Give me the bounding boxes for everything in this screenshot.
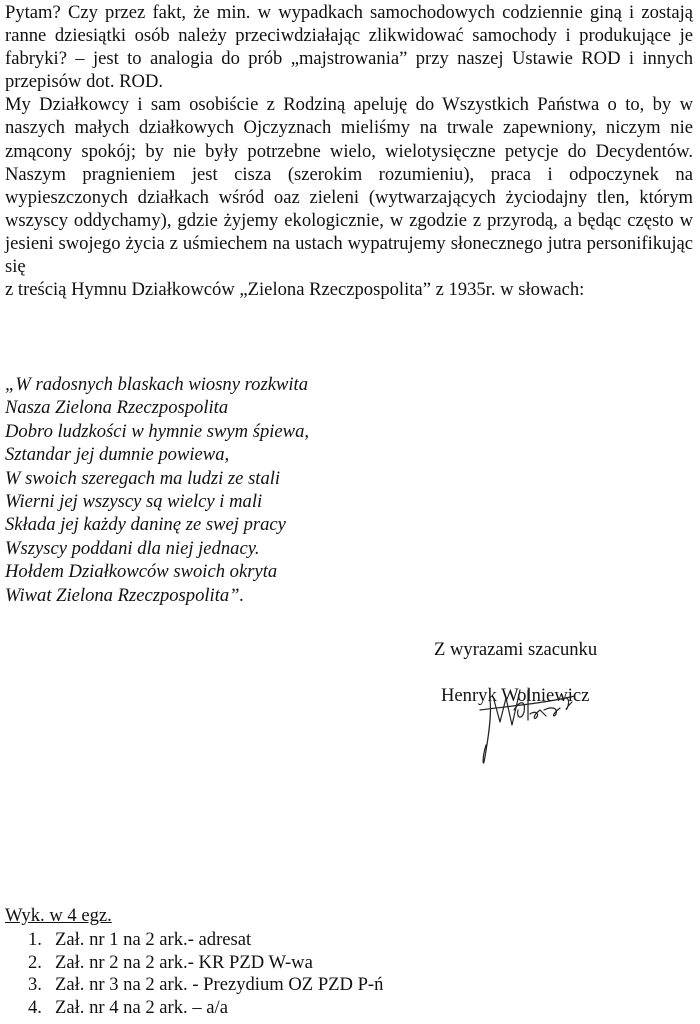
attachment-text: Zał. nr 2 na 2 ark.- KR PZD W-wa <box>55 951 313 973</box>
handwritten-signature <box>470 670 600 770</box>
attachments-list <box>28 929 383 1019</box>
attachment-text: Zał. nr 4 na 2 ark. – a/a <box>55 996 228 1018</box>
hymn-line: Sztandar jej dumnie powiewa, <box>5 444 230 466</box>
attachment-item <box>28 997 383 1020</box>
attachment-number: 2. <box>28 951 42 973</box>
hymn-line: Wierni jej wszyscy są wielcy i mali <box>5 491 263 513</box>
attachment-item <box>28 952 383 975</box>
attachment-number: 1. <box>28 929 42 950</box>
attachment-item <box>28 974 383 997</box>
paragraph-question: Pytam? Czy przez fakt, że min. w wypadkach samochodowych codziennie giną i zostają ranne dziesiątki osób należy przeciwdziałając zlikwidować samochody i produkujące je fabryki? – jest to analogia do prób „majstrowania” przy naszej Ustawie ROD i innych przepisów dot. ROD. <box>5 2 693 93</box>
paragraph-appeal: My Działkowcy i sam osobiście z Rodziną apeluję do Wszystkich Państwa o to, by w naszych małych działkowych Ojczyznach mieliśmy na trwale zapewniony, niczym nie zmącony spokój; by nie były potrzebne wielo, wielotysięczne petycje do Decydentów. Naszym pragnieniem jest cisza (szerokim rozumieniu), praca i odpoczynek na wypieszczonych działkach wśród oaz zieleni (wytwarzających życiodajny tlen, którym wszyscy oddychamy), gdzie żyjemy ekologicznie, w zgodzie z przyrodą, a będąc często w jesieni swojego życia z uśmiechem na ustach wypatrujemy słonecznego jutra personifikując się <box>5 94 693 278</box>
paragraph-appeal-last-line: z treścią Hymnu Działkowców „Zielona Rzeczpospolita” z 1935r. w słowach: <box>5 279 585 301</box>
hymn-line: Składa jej każdy daninę ze swej pracy <box>5 514 286 536</box>
hymn-line: Nasza Zielona Rzeczpospolita <box>5 397 229 419</box>
hymn-quote <box>5 373 309 607</box>
copies-label: Wyk. w 4 egz. <box>5 905 112 926</box>
hymn-line: „W radosnych blaskach wiosny rozkwita <box>5 374 308 395</box>
closing-salutation: Z wyrazami szacunku <box>434 639 598 660</box>
attachment-number: 3. <box>28 974 42 995</box>
author-name: Henryk Wolniewicz <box>441 685 590 706</box>
hymn-line: Dobro ludzkości w hymnie swym śpiewa, <box>5 420 310 442</box>
hymn-line: Hołdem Działkowców swoich okryta <box>5 561 278 583</box>
hymn-line: Wiwat Zielona Rzeczpospolita”. <box>5 584 245 606</box>
attachment-number: 4. <box>28 996 42 1018</box>
hymn-line: W swoich szeregach ma ludzi ze stali <box>5 467 281 489</box>
attachment-text: Zał. nr 1 na 2 ark.- adresat <box>55 929 252 950</box>
attachment-item <box>28 929 383 952</box>
attachment-text: Zał. nr 3 na 2 ark. - Prezydium OZ PZD P-ń <box>55 974 384 995</box>
letter-body <box>5 1 693 301</box>
hymn-line: Wszyscy poddani dla niej jednacy. <box>5 537 260 559</box>
